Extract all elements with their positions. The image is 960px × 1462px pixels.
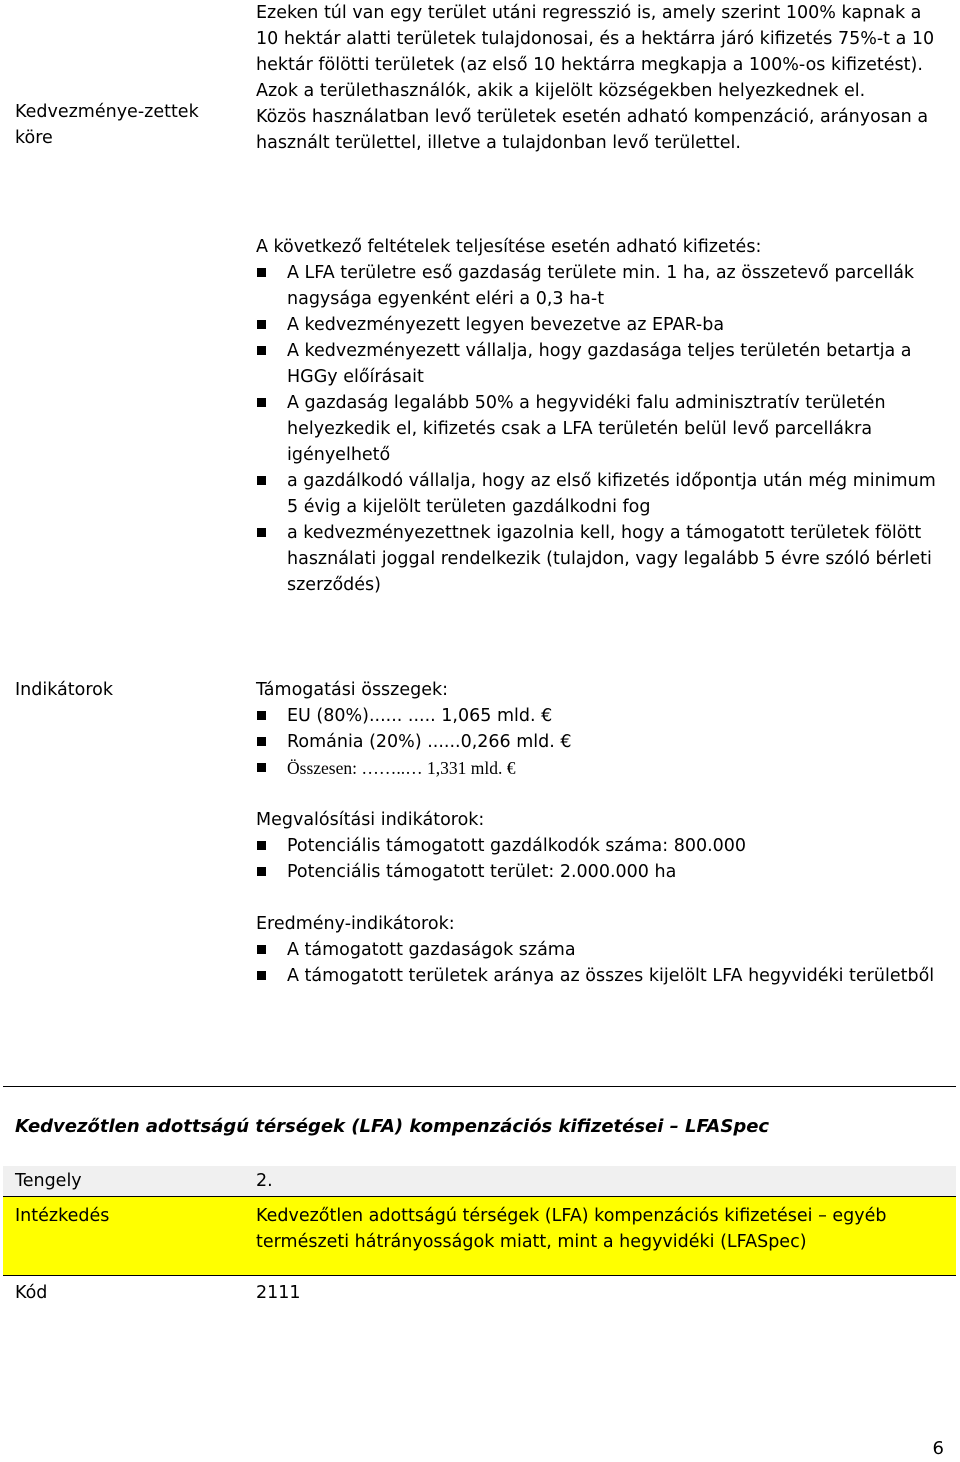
beneficiaries-label: Kedvezménye-zettek köre <box>15 102 199 148</box>
indicators-label: Indikátorok <box>15 680 113 700</box>
condition-item: A gazdaság legalább 50% a hegyvidéki falu adminisztratív területén helyezkedik el, kifizetés csak a LFA területén belül levő parcellákra igényelhető <box>256 390 946 468</box>
condition-item: a gazdálkodó vállalja, hogy az első kifizetés időpontja után még minimum 5 évig a kijelölt területen gazdálkodni fog <box>256 468 946 520</box>
support-amount-eu: EU (80%)...... ..... 1,065 mld. € <box>256 703 946 729</box>
condition-item: A LFA területre eső gazdaság területe min. 1 ha, az összetevő parcellák nagysága egyenként eléri a 0,3 ha-t <box>256 260 946 312</box>
support-amounts-title: Támogatási összegek: <box>256 680 449 700</box>
indicators-content <box>256 677 946 989</box>
section-title: Kedvezőtlen adottságú térségek (LFA) kompenzációs kifizetései – LFASpec <box>15 1116 770 1137</box>
beneficiaries-content <box>256 0 946 156</box>
land-users-paragraph: Azok a területhasználók, akik a kijelölt községekben helyezkednek el. <box>256 81 866 101</box>
condition-item: A kedvezményezett legyen bevezetve az EPAR-ba <box>256 312 946 338</box>
result-indicator: A támogatott területek aránya az összes kijelölt LFA hegyvidéki területből <box>256 963 946 989</box>
info-table <box>3 1166 956 1310</box>
kod-label: Kód <box>15 1283 48 1303</box>
conditions-list <box>256 260 946 598</box>
indicators-section <box>0 677 960 1017</box>
support-amount-romania: Románia (20%) ......0,266 mld. € <box>256 729 946 755</box>
intezkedes-label: Intézkedés <box>15 1206 110 1226</box>
kod-value: 2111 <box>256 1283 301 1303</box>
beneficiaries-section <box>0 0 960 200</box>
result-indicators-title: Eredmény-indikátorok: <box>256 914 455 934</box>
implementation-indicators-list <box>256 833 946 885</box>
support-amounts-list <box>256 703 946 781</box>
conditions-section <box>256 234 946 598</box>
tengely-label: Tengely <box>15 1171 82 1191</box>
kod-row <box>3 1276 956 1310</box>
intezkedes-value: Kedvezőtlen adottságú térségek (LFA) kompenzációs kifizetései – egyéb természeti hátrányosságok miatt, mint a hegyvidéki (LFASpec) <box>256 1206 887 1252</box>
regression-paragraph: Ezeken túl van egy terület utáni regresszió is, amely szerint 100% kapnak a 10 hektár alatti területek tulajdonosai, és a hektárra járó kifizetés 75%-t a 10 hektár fölötti területek (az első 10 hektárra megkapja a 100%-os kifizetést). <box>256 3 935 75</box>
shared-use-paragraph: Közös használatban levő területek esetén adható kompenzáció, arányosan a használt területtel, illetve a tulajdonban levő területtel. <box>256 107 929 153</box>
implementation-indicators-title: Megvalósítási indikátorok: <box>256 810 485 830</box>
result-indicators-list <box>256 937 946 989</box>
page-number: 6 <box>932 1438 944 1459</box>
condition-item: a kedvezményezettnek igazolnia kell, hogy a támogatott területek fölött használati joggal rendelkezik (tulajdon, vagy legalább 5 évre szóló bérleti szerződés) <box>256 520 946 598</box>
condition-item: A kedvezményezett vállalja, hogy gazdasága teljes területén betartja a HGGy előírásait <box>256 338 946 390</box>
result-indicator: A támogatott gazdaságok száma <box>256 937 946 963</box>
section-divider <box>3 1086 956 1087</box>
implementation-indicator: Potenciális támogatott gazdálkodók száma: 800.000 <box>256 833 946 859</box>
support-amount-total: Összesen: ……..… 1,331 mld. € <box>256 755 946 781</box>
conditions-intro: A következő feltételek teljesítése esetén adható kifizetés: <box>256 237 762 257</box>
intezkedes-row <box>3 1196 956 1276</box>
tengely-row <box>3 1166 956 1196</box>
implementation-indicator: Potenciális támogatott terület: 2.000.000 ha <box>256 859 946 885</box>
tengely-value: 2. <box>256 1171 273 1191</box>
